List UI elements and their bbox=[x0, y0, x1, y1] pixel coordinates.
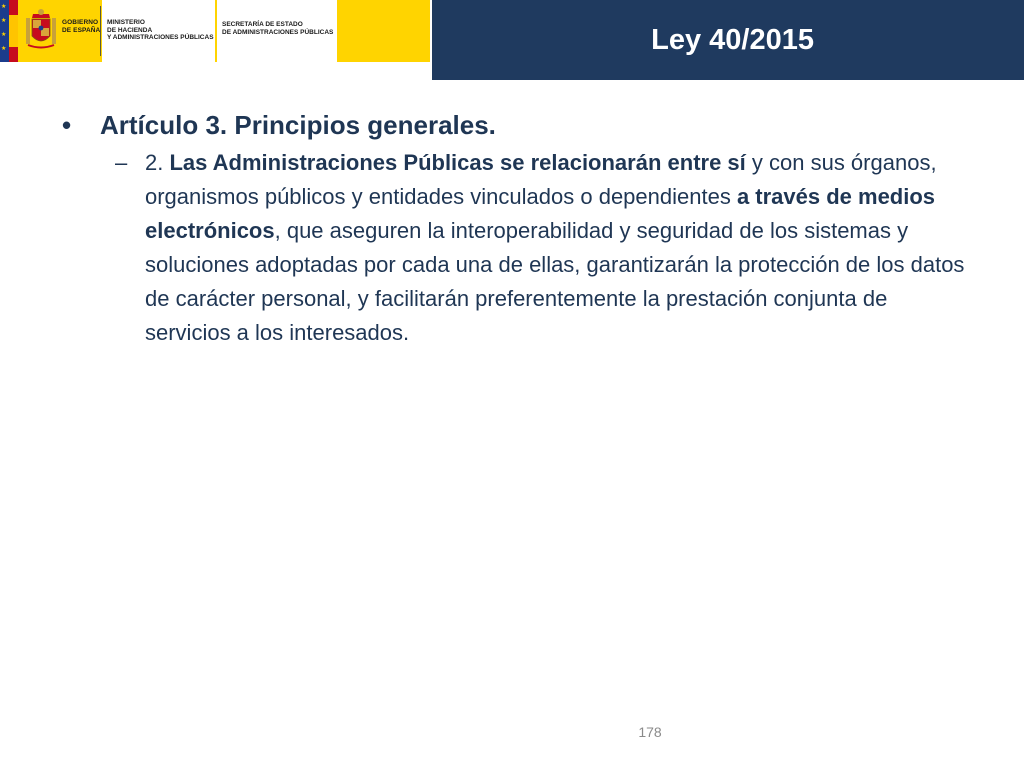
secretariat-box bbox=[217, 0, 337, 62]
eu-star-icon: ★ bbox=[1, 46, 7, 52]
sub-bullet-item bbox=[56, 146, 965, 350]
slide-content bbox=[56, 108, 976, 350]
coat-of-arms-icon bbox=[24, 8, 58, 52]
government-label: GOBIERNO DE ESPAÑA bbox=[62, 19, 101, 34]
eu-star-icon: ★ bbox=[1, 32, 7, 38]
ministry-box bbox=[102, 0, 215, 62]
eu-flag-icon bbox=[0, 0, 9, 62]
slide-header bbox=[0, 0, 1024, 80]
paragraph-text: y con sus órganos, organismos públicos y entidades vinculados o dependientes bbox=[145, 150, 937, 209]
page-number: 178 bbox=[638, 724, 662, 740]
article-heading: Artículo 3. Principios generales. bbox=[100, 110, 496, 140]
slide-title: Ley 40/2015 bbox=[651, 24, 814, 56]
spain-flag-icon bbox=[9, 0, 18, 62]
logo-divider bbox=[100, 6, 101, 56]
ministry-label: MINISTERIO DE HACIENDA Y ADMINISTRACIONES PÚBLICAS bbox=[107, 19, 214, 41]
sub-bullet-marker: – bbox=[115, 150, 128, 175]
paragraph-emphasis-electronic: a través de medios electrónicos bbox=[145, 184, 936, 243]
paragraph-emphasis-relation: Las Administraciones Públicas se relacionarán entre sí bbox=[169, 150, 746, 175]
secretariat-label: SECRETARÍA DE ESTADO DE ADMINISTRACIONES PÚBLICAS bbox=[222, 21, 334, 36]
paragraph-number: 2. bbox=[145, 150, 170, 175]
title-bar bbox=[432, 0, 1024, 80]
bullet-item bbox=[56, 108, 976, 142]
paragraph-text-rest: , que aseguren la interoperabilidad y seguridad de los sistemas y soluciones adoptadas por cada una de ellas, garantizarán la protección de los datos de carácter personal, y facilitarán preferentemente la prestación conjunta de servicios a los interesados. bbox=[145, 218, 965, 345]
bullet-marker: • bbox=[62, 110, 72, 140]
eu-star-icon: ★ bbox=[1, 4, 7, 10]
eu-star-icon: ★ bbox=[1, 18, 7, 24]
government-logo-strip bbox=[0, 0, 430, 62]
